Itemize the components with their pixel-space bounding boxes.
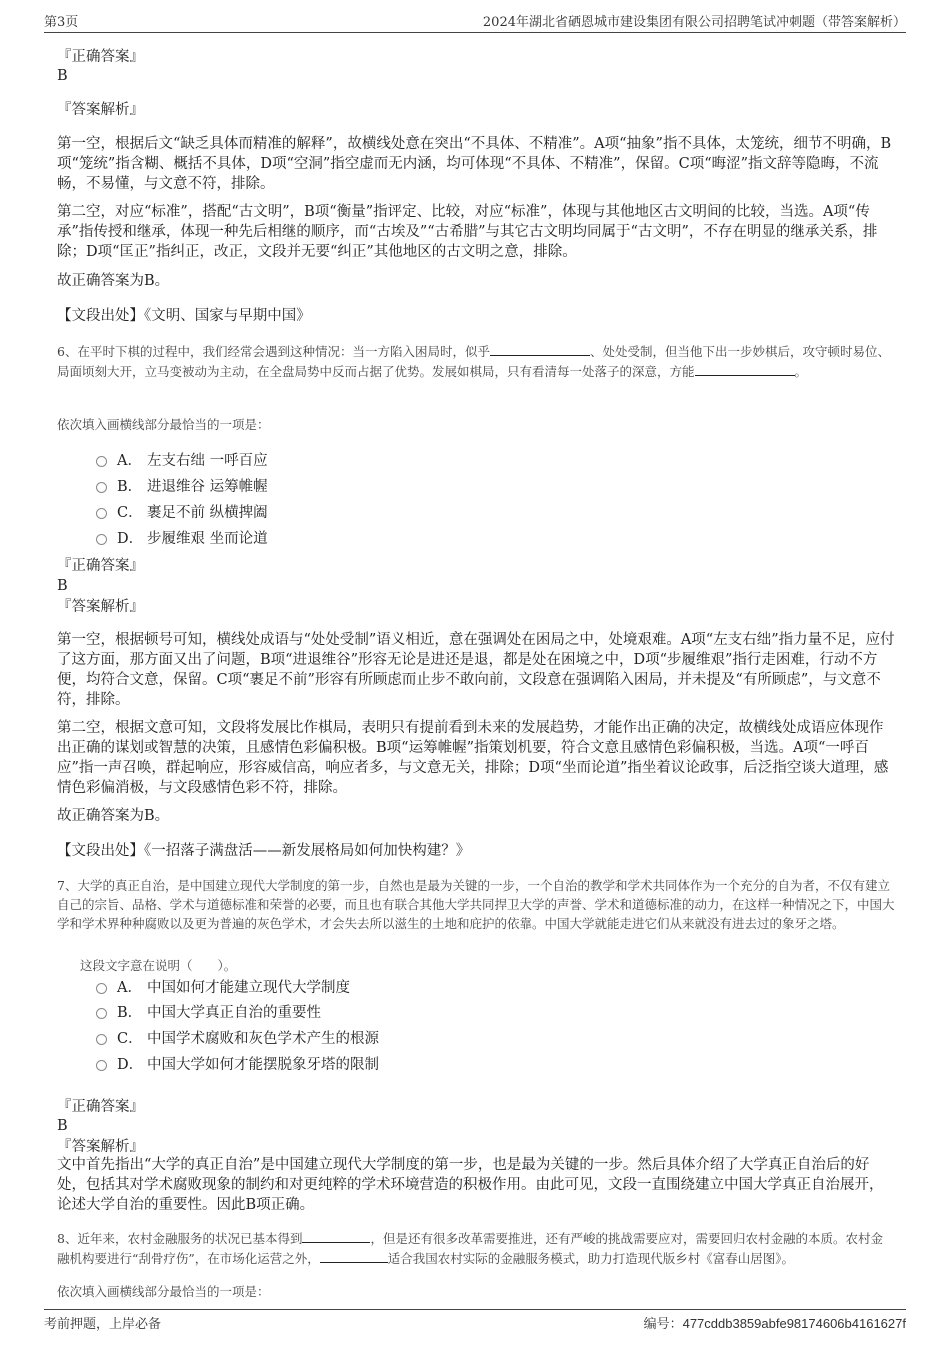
source-citation: 【文段出处】《文明、国家与早期中国》 [57, 308, 311, 324]
fill-blank [302, 1228, 370, 1243]
radio-button[interactable] [96, 1034, 107, 1045]
radio-button[interactable] [96, 508, 107, 519]
analysis-paragraph: 第二空，根据文意可知，文段将发展比作棋局，表明只有提前看到未来的发展趋势，才能作出正确的决定，故横线处成语应体现作出正确的谋划或智慧的决策，且感情色彩偏积极。B项“运筹帷幄”指策划机要，符合文意且感情色彩偏积极，当选。A项“一呼百应”指一声召唤，群起响应，形容威信高，响应者多，与文意无关，排除；D项“坐而论道”指坐着议论政事，后泛指空谈大道理，感情色彩偏消极，与文段感情色彩不符，排除。 [57, 720, 889, 796]
fill-blank [490, 341, 590, 356]
source-citation: 【文段出处】《一招落子满盘活——新发展格局如何加快构建？》 [57, 843, 471, 859]
conclusion: 故正确答案为B。 [57, 273, 170, 289]
document-code: 编号：477cddb3859abfe98174606b4161627f [643, 1316, 906, 1332]
analysis-label: 『答案解析』 [57, 102, 144, 118]
analysis-paragraph: 第二空，对应“标准”，搭配“古文明”，B项“衡量”指评定、比较，对应“标准”，体现与其他地区古文明间的比较，当选。A项“传承”指传授和继承，体现一种先后相继的顺序，而“古埃及”“古希腊”与其它古文明均同属于“古文明”，不存在明显的继承关系，排除；D项“匡正”指纠正，改正，文段并无要“纠正”其他地区的古文明之意，排除。 [57, 204, 878, 260]
analysis-paragraph: 第一空，根据顿号可知，横线处成语与“处处受制”语义相近，意在强调处在困局之中，处境艰难。A项“左支右绌”指力量不足，应付了这方面，那方面又出了问题，B项“进退维谷”形容无论是进还是退，都是处在困境之中，D项“步履维艰”指行走困难，行动不方便，均符合文意，保留。C项“裹足不前”形容有所顾虑而止步不敢向前，文段意在强调陷入困局，并未提及“有所顾虑”，与文意不符，排除。 [57, 632, 895, 708]
answer-value: B [57, 578, 68, 594]
radio-button[interactable] [96, 1060, 107, 1071]
analysis-paragraph: 文中首先指出“大学的真正自治”是中国建立现代大学制度的第一步，也是最为关键的一步。然后具体介绍了大学真正自治后的好处，包括其对学术腐败现象的制约和对更纯粹的学术环境营造的积极作用。由此可见，文段一直围绕建立中国大学真正自治展开，论述大学自治的重要性。因此B项正确。 [57, 1157, 884, 1213]
radio-button[interactable] [96, 482, 107, 493]
analysis-label: 『答案解析』 [57, 599, 144, 615]
question-prompt: 依次填入画横线部分最恰当的一项是： [57, 1284, 270, 1299]
answer-label: 『正确答案』 [57, 558, 144, 574]
option-b[interactable]: B． 进退维谷 运筹帷幄 [96, 477, 268, 497]
fill-blank [320, 1248, 388, 1263]
option-c[interactable]: C． 裹足不前 纵横捭阖 [96, 503, 268, 523]
question-stem: 8、近年来，农村金融服务的状况已基本得到 ，但是还有很多改革需要推进，还有严峻的挑战需要应对，需要回归农村金融的本质。农村金融机构要进行“刮骨疗伤”，在市场化运营之外， 适合我国农村实际的金融服务模式，助力打造现代版乡村《富春山居图》。 [57, 1228, 895, 1268]
radio-button[interactable] [96, 1008, 107, 1019]
radio-button[interactable] [96, 534, 107, 545]
document-title: 2024年湖北省硒恩城市建设集团有限公司招聘笔试冲刺题（带答案解析） [482, 15, 906, 30]
question-stem: 7、大学的真正自治，是中国建立现代大学制度的第一步，自然也是最为关键的一步，一个自治的教学和学术共同体作为一个充分的自为者，不仅有建立自己的宗旨、品格、学术与道德标准和荣誉的必要，而且也有联合其他大学共同捍卫大学的声誉、学术和道德标准的动力，在这样一种情况之下，中国大学和学术界种种腐败以及更为普遍的灰色学术，才会失去所以滋生的土地和庇护的依靠。中国大学就能走进它们从来就没有进去过的象牙之塔。 [57, 878, 895, 931]
fill-blank [695, 361, 795, 376]
footer-divider [44, 1309, 906, 1310]
page-number: 第3页 [44, 15, 79, 30]
answer-value: B [57, 68, 68, 84]
answer-label: 『正确答案』 [57, 49, 144, 65]
option-b[interactable]: B． 中国大学真正自治的重要性 [96, 1003, 321, 1023]
analysis-label: 『答案解析』 [57, 1139, 144, 1155]
option-d[interactable]: D． 步履维艰 坐而论道 [96, 529, 268, 549]
question-prompt: 这段文字意在说明（ ）。 [80, 958, 237, 973]
answer-value: B [57, 1118, 68, 1134]
radio-button[interactable] [96, 983, 107, 994]
option-a[interactable]: A． 左支右绌 一呼百应 [96, 451, 268, 471]
radio-button[interactable] [96, 456, 107, 467]
analysis-paragraph: 第一空，根据后文“缺乏具体而精准的解释”，故横线处意在突出“不具体、不精准”。A项“抽象”指不具体，太笼统，细节不明确，B项“笼统”指含糊、概括不具体，D项“空洞”指空虚而无内涵，均可体现“不具体、不精准”，保留。C项“晦涩”指文辞等隐晦，不流畅，不易懂，与文意不符，排除。 [57, 136, 892, 192]
option-a[interactable]: A． 中国如何才能建立现代大学制度 [96, 978, 350, 998]
conclusion: 故正确答案为B。 [57, 808, 170, 824]
question-stem: 6、在平时下棋的过程中，我们经常会遇到这种情况：当一方陷入困局时，似乎 、处处受制，但当他下出一步妙棋后，攻守顿时易位、局面顷刻大开，立马变被动为主动，在全盘局势中反而占据了优势。发展如棋局，只有看清每一处落子的深意，方能 。 [57, 341, 895, 381]
answer-label: 『正确答案』 [57, 1099, 144, 1115]
option-c[interactable]: C． 中国学术腐败和灰色学术产生的根源 [96, 1029, 379, 1049]
header-divider [44, 32, 906, 33]
footer-slogan: 考前押题，上岸必备 [44, 1317, 162, 1332]
question-prompt: 依次填入画横线部分最恰当的一项是： [57, 417, 270, 432]
option-d[interactable]: D． 中国大学如何才能摆脱象牙塔的限制 [96, 1055, 379, 1075]
